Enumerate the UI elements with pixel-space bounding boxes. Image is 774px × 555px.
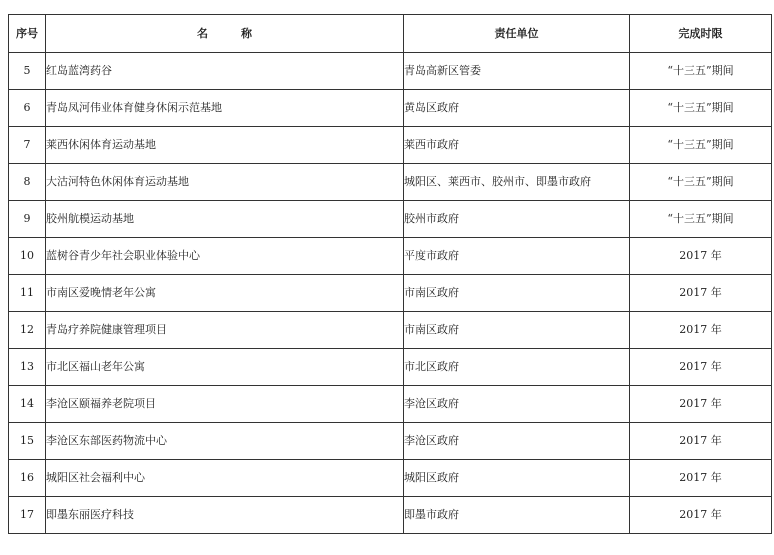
header-time: 完成时限 [630, 15, 772, 53]
cell-unit: 莱西市政府 [404, 127, 630, 164]
cell-unit: 平度市政府 [404, 238, 630, 275]
cell-no: 8 [9, 164, 46, 201]
header-no: 序号 [9, 15, 46, 53]
cell-no: 7 [9, 127, 46, 164]
cell-no: 6 [9, 90, 46, 127]
cell-no: 9 [9, 201, 46, 238]
table-row [9, 53, 772, 90]
cell-time: 2017 年 [630, 460, 772, 497]
cell-unit: 黄岛区政府 [404, 90, 630, 127]
cell-name: 大沽河特色休闲体育运动基地 [46, 164, 404, 201]
cell-time: “十三五”期间 [630, 53, 772, 90]
table-row [9, 201, 772, 238]
cell-no: 15 [9, 423, 46, 460]
cell-time: 2017 年 [630, 423, 772, 460]
cell-unit: 市南区政府 [404, 275, 630, 312]
cell-no: 13 [9, 349, 46, 386]
cell-time: 2017 年 [630, 497, 772, 534]
cell-name: 红岛蓝湾药谷 [46, 53, 404, 90]
table-row [9, 349, 772, 386]
cell-name: 市北区福山老年公寓 [46, 349, 404, 386]
cell-name: 青岛疗养院健康管理项目 [46, 312, 404, 349]
table-row [9, 90, 772, 127]
table-row [9, 164, 772, 201]
cell-name: 蓝树谷青少年社会职业体验中心 [46, 238, 404, 275]
table-row [9, 423, 772, 460]
table-row [9, 312, 772, 349]
cell-name: 青岛凤河伟业体育健身休闲示范基地 [46, 90, 404, 127]
table-header [9, 15, 772, 53]
cell-unit: 城阳区政府 [404, 460, 630, 497]
cell-no: 17 [9, 497, 46, 534]
cell-no: 5 [9, 53, 46, 90]
cell-time: “十三五”期间 [630, 201, 772, 238]
cell-name: 市南区爱晚情老年公寓 [46, 275, 404, 312]
cell-time: “十三五”期间 [630, 164, 772, 201]
cell-name: 莱西休闲体育运动基地 [46, 127, 404, 164]
cell-unit: 市南区政府 [404, 312, 630, 349]
cell-no: 16 [9, 460, 46, 497]
cell-name: 李沧区颐福养老院项目 [46, 386, 404, 423]
table-row [9, 386, 772, 423]
project-table [8, 14, 772, 534]
cell-unit: 李沧区政府 [404, 423, 630, 460]
cell-name: 即墨东丽医疗科技 [46, 497, 404, 534]
header-row [9, 15, 772, 53]
cell-unit: 李沧区政府 [404, 386, 630, 423]
table-row [9, 460, 772, 497]
header-name: 名 称 [46, 15, 404, 53]
cell-time: 2017 年 [630, 275, 772, 312]
cell-unit: 城阳区、莱西市、胶州市、即墨市政府 [404, 164, 630, 201]
table-row [9, 127, 772, 164]
cell-unit: 即墨市政府 [404, 497, 630, 534]
table-body [9, 53, 772, 534]
table-row [9, 238, 772, 275]
cell-time: 2017 年 [630, 312, 772, 349]
cell-time: 2017 年 [630, 386, 772, 423]
cell-no: 14 [9, 386, 46, 423]
table-row [9, 497, 772, 534]
cell-unit: 青岛高新区管委 [404, 53, 630, 90]
header-unit: 责任单位 [404, 15, 630, 53]
cell-unit: 胶州市政府 [404, 201, 630, 238]
cell-no: 12 [9, 312, 46, 349]
cell-name: 胶州航模运动基地 [46, 201, 404, 238]
cell-time: 2017 年 [630, 238, 772, 275]
cell-time: “十三五”期间 [630, 127, 772, 164]
cell-name: 李沧区东部医药物流中心 [46, 423, 404, 460]
cell-no: 11 [9, 275, 46, 312]
cell-unit: 市北区政府 [404, 349, 630, 386]
cell-no: 10 [9, 238, 46, 275]
table-row [9, 275, 772, 312]
cell-time: 2017 年 [630, 349, 772, 386]
cell-name: 城阳区社会福利中心 [46, 460, 404, 497]
cell-time: “十三五”期间 [630, 90, 772, 127]
